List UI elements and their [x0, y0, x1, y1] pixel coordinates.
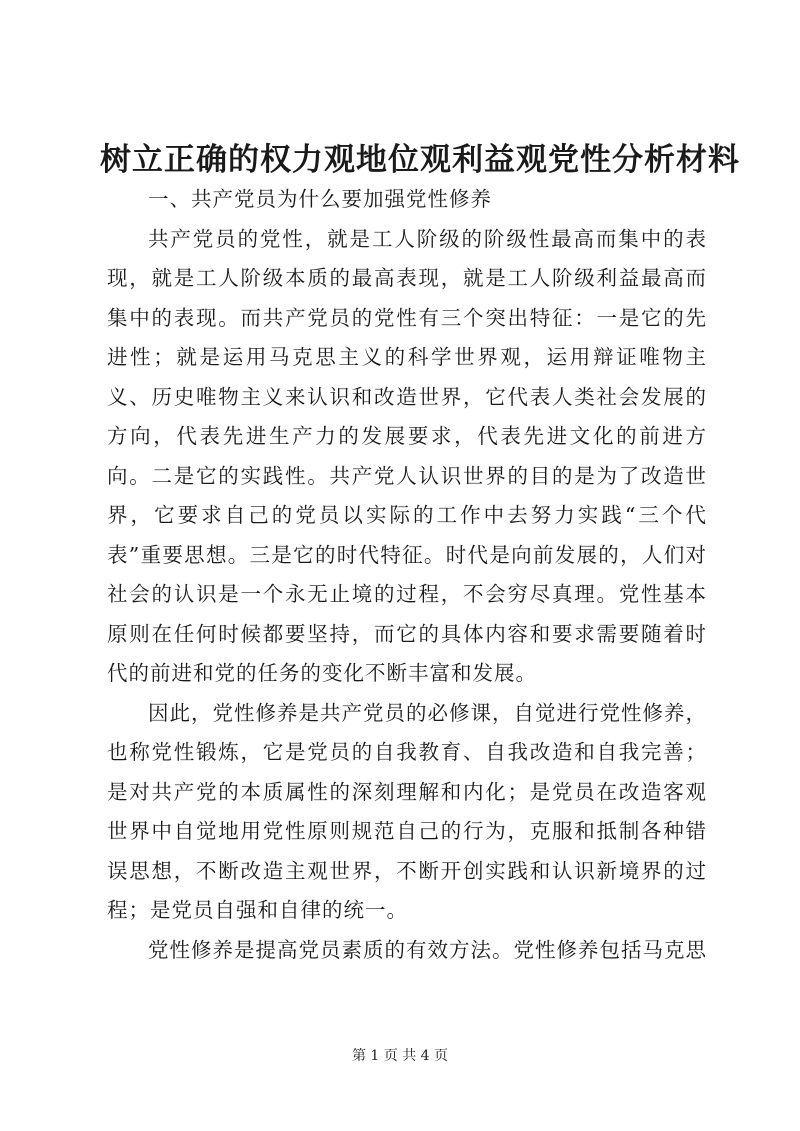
- section-heading: 一、共产党员为什么要加强党性修养: [148, 187, 492, 211]
- body-paragraph: 因此，党性修养是共产党员的必修课，自觉进行党性修养，也称党性锻炼，它是党员的自我教育、自我改造和自我完善；是对共产党的本质属性的深刻理解和内化；是党员在改造客观世界中自觉地用党性原则规范自己的行为，克服和抵制各种错误思想，不断改造主观世界，不断开创实践和认识新境界的过程；是党员自强和自律的统一。: [107, 700, 707, 922]
- body-paragraph: 共产党员的党性，就是工人阶级的阶级性最高而集中的表现，就是工人阶级本质的最高表现，就是工人阶级利益最高而集中的表现。而共产党员的党性有三个突出特征：一是它的先进性；就是运用马克思主义的科学世界观，运用辩证唯物主义、历史唯物主义来认识和改造世界，它代表人类社会发展的方向，代表先进生产力的发展要求，代表先进文化的前进方向。二是它的实践性。共产党人认识世界的目的是为了改造世界，它要求自己的党员以实际的工作中去努力实践“三个代表”重要思想。三是它的时代特征。时代是向前发展的，人们对社会的认识是一个永无止境的过程，不会穷尽真理。党性基本原则在任何时候都要坚持，而它的具体内容和要求需要随着时代的前进和党的任务的变化不断丰富和发展。: [107, 226, 707, 685]
- body-paragraph: 党性修养是提高党员素质的有效方法。党性修养包括马克思: [148, 937, 707, 962]
- document-title: 树立正确的权力观地位观利益观党性分析材料: [100, 142, 740, 178]
- document-body: [107, 180, 707, 970]
- page-footer: 第 1 页 共 4 页: [351, 1048, 449, 1064]
